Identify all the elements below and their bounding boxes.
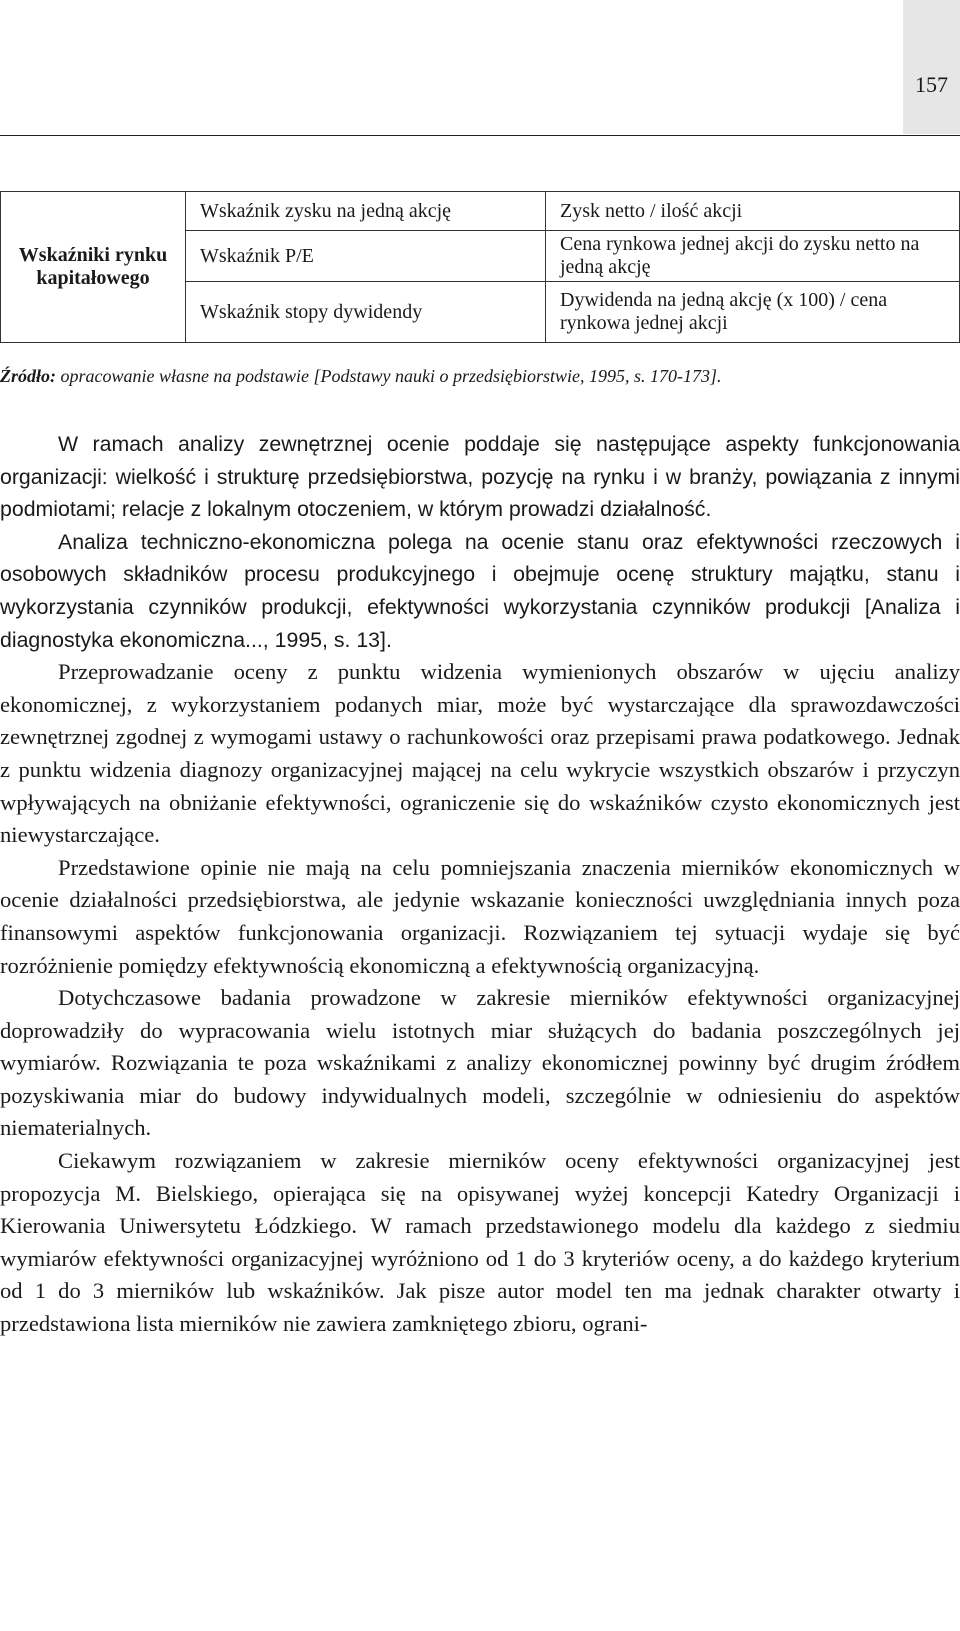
source-label: Źródło: bbox=[0, 366, 56, 386]
page-number-box bbox=[903, 0, 960, 134]
paragraph: Ciekawym rozwiązaniem w zakresie mierników oceny efektywności organizacyjnej jest propozycja M. Bielskiego, opierająca się na opisywanej wyżej koncepcji Katedry Organizacji i Kierowania Uniwersytetu Łódzkiego. W ramach przedstawionego modelu dla każdego z siedmiu wymiarów efektywności organizacyjnej wyróżniono od 1 do 3 kryteriów oceny, a do każdego kryterium od 1 do 3 mierników lub wskaźników. Jak pisze autor model ten ma jednak charakter otwarty i przedstawiona lista mierników nie zawiera zamkniętego zbioru, ograni- bbox=[0, 1148, 960, 1337]
paragraph: W ramach analizy zewnętrznej ocenie poddaje się następujące aspekty funkcjonowania organizacji: wielkość i strukturę przedsiębiorstwa, pozycję na rynku i w branży, powiązania z innymi podmiotami; relacje z lokalnym otoczeniem, w którym prowadzi działalność. bbox=[0, 432, 960, 522]
group-label-cell: Wskaźniki rynku kapitałowego bbox=[1, 192, 186, 343]
paragraph: Analiza techniczno-ekonomiczna polega na ocenie stanu oraz efektywności rzeczowych i osobowych składników procesu produkcyjnego i obejmuje ocenę struktury majątku, stanu i wykorzystania czynników produkcji, efektywności wykorzystania czynników produkcji [Analiza i diagnostyka ekonomiczna..., 1995, s. 13]. bbox=[0, 529, 960, 652]
table-row bbox=[1, 192, 960, 231]
paragraph: Dotychczasowe badania prowadzone w zakresie mierników efektywności organizacyjnej doprowadziły do wypracowania wielu istotnych miar służących do badania poszczególnych jej wymiarów. Rozwiązania te poza wskaźnikami z analizy ekonomicznej powinny być drugim źródłem pozyskiwania miar do budowy indywidualnych modeli, szczególnie w odniesieniu do aspektów niematerialnych. bbox=[0, 985, 960, 1141]
paragraph: Przeprowadzanie oceny z punktu widzenia wymienionych obszarów w ujęciu analizy ekonomicznej, z wykorzystaniem podanych miar, może być wystarczające dla sprawozdawczości zewnętrznej zgodnej z wymogami ustawy o rachunkowości oraz przepisami prawa podatkowego. Jednak z punktu widzenia diagnozy organizacyjnej mającej na celu wykrycie wszystkich obszarów i przyczyn wpływających na obniżanie efektywności, ograniczenie się do wskaźników czysto ekonomicznych jest niewystarczające. bbox=[0, 659, 960, 848]
ratio-name: Wskaźnik stopy dywidendy bbox=[186, 282, 546, 343]
header-rule bbox=[0, 135, 960, 136]
page-number: 157 bbox=[915, 72, 948, 97]
ratio-formula: Dywidenda na jedną akcję (x 100) / cena rynkowa jednej akcji bbox=[546, 282, 960, 343]
source-text: opracowanie własne na podstawie [Podstawy nauki o przedsiębiorstwie, 1995, s. 170-173]. bbox=[60, 366, 722, 386]
ratio-formula: Cena rynkowa jednej akcji do zysku netto na jedną akcję bbox=[546, 231, 960, 282]
table-source-note bbox=[0, 366, 722, 387]
ratios-table bbox=[0, 191, 960, 343]
body-text bbox=[0, 428, 960, 1341]
ratio-name: Wskaźnik P/E bbox=[186, 231, 546, 282]
ratio-name: Wskaźnik zysku na jedną akcję bbox=[186, 192, 546, 231]
ratio-formula: Zysk netto / ilość akcji bbox=[546, 192, 960, 231]
paragraph: Przedstawione opinie nie mają na celu pomniejszania znaczenia mierników ekonomicznych w ocenie działalności przedsiębiorstwa, ale jedynie wskazanie konieczności uwzględniania innych poza finansowymi aspektów funkcjonowania organizacji. Rozwiązaniem tej sytuacji wydaje się być rozróżnienie pomiędzy efektywnością ekonomiczną a efektywnością organizacyjną. bbox=[0, 854, 960, 978]
